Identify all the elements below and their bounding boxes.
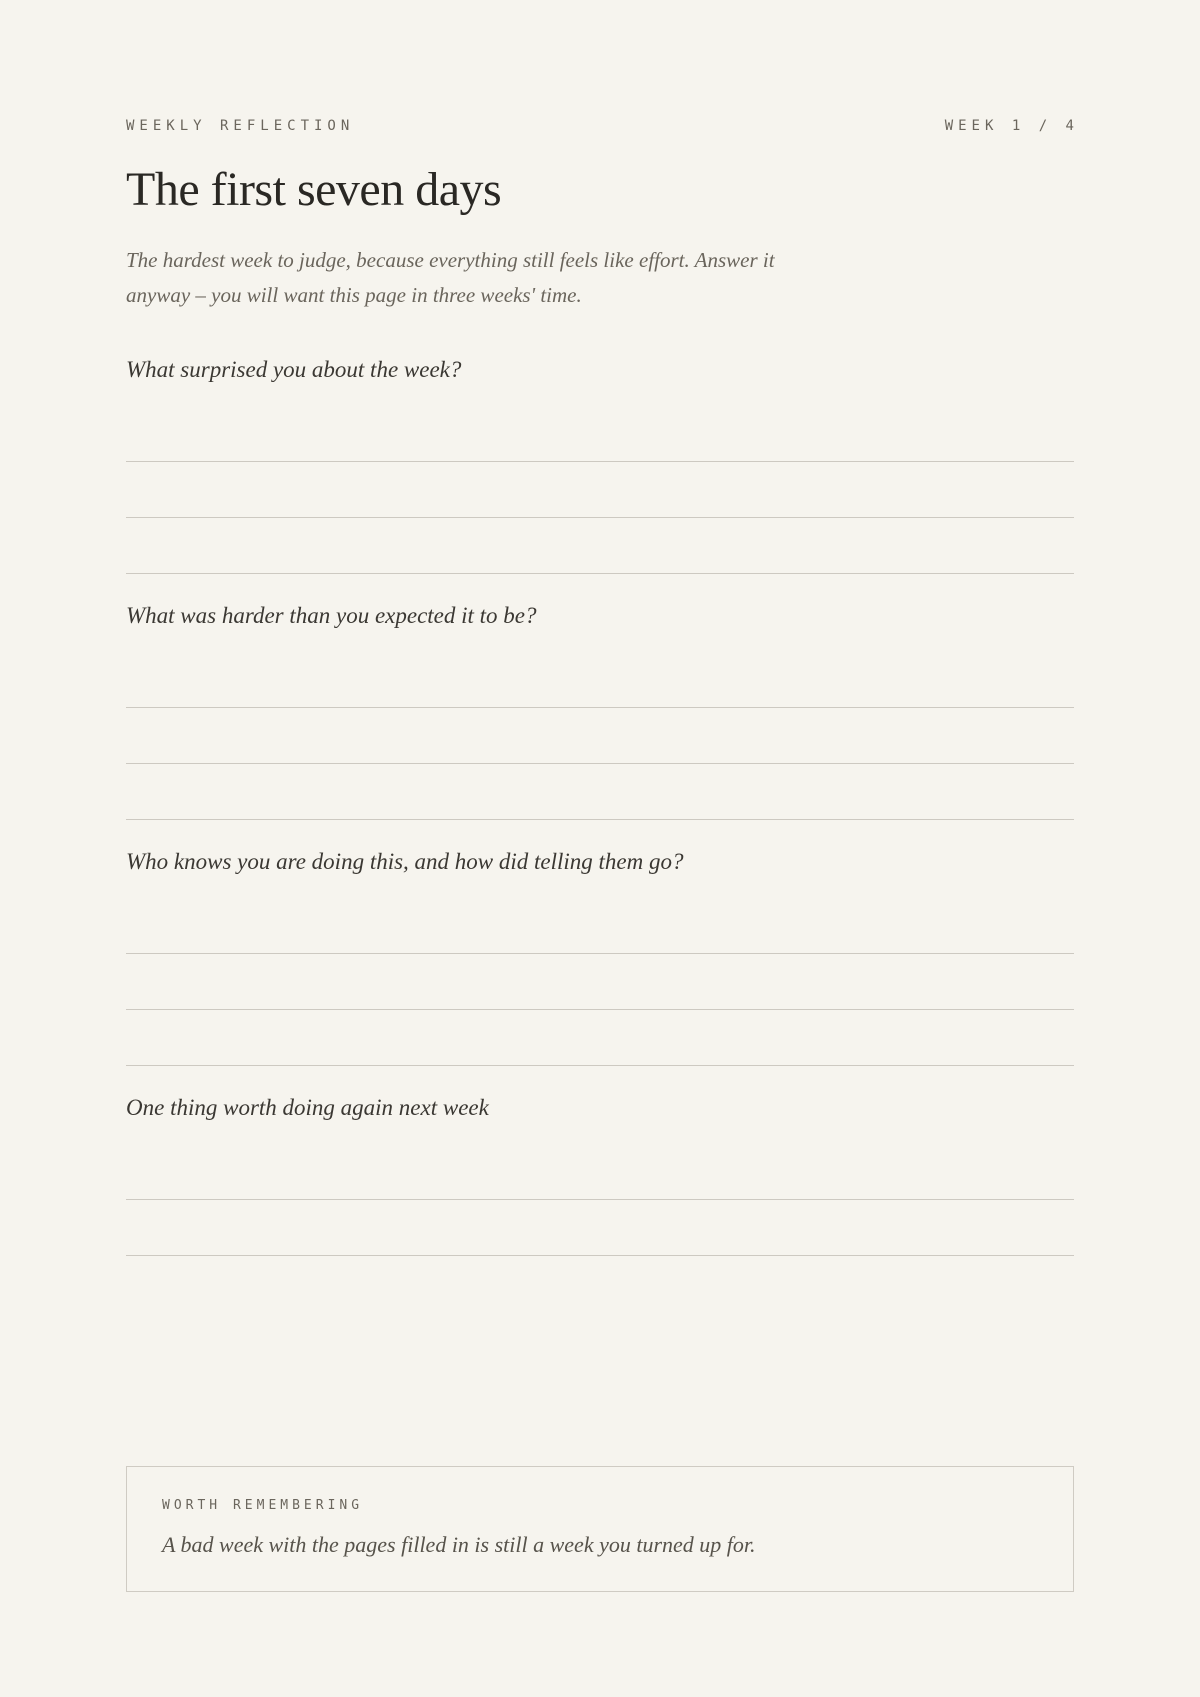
- question-3: [126, 847, 1074, 877]
- worksheet-page: [126, 0, 1079, 1697]
- question-4: [126, 1093, 1074, 1123]
- writing-line[interactable]: [126, 819, 1074, 820]
- question-1: [126, 355, 1074, 385]
- writing-line[interactable]: [126, 953, 1074, 954]
- reminder-text: A bad week with the pages filled in is still a week you turned up for.: [162, 1532, 756, 1557]
- question-label: What was harder than you expected it to be?: [126, 603, 537, 628]
- writing-line[interactable]: [126, 1065, 1074, 1066]
- week-indicator: WEEK 1 / 4: [944, 118, 1079, 134]
- writing-line[interactable]: [126, 517, 1074, 518]
- page-title: The first seven days: [126, 163, 502, 216]
- writing-line[interactable]: [126, 461, 1074, 462]
- writing-line[interactable]: [126, 707, 1074, 708]
- writing-line[interactable]: [126, 1009, 1074, 1010]
- question-label: Who knows you are doing this, and how did telling them go?: [126, 849, 684, 874]
- writing-line[interactable]: [126, 763, 1074, 764]
- intro-text: The hardest week to judge, because everything still feels like effort. Answer it anyway – you will want this page in three weeks' time.: [126, 248, 775, 307]
- writing-line[interactable]: [126, 573, 1074, 574]
- question-label: One thing worth doing again next week: [126, 1095, 489, 1120]
- writing-line[interactable]: [126, 1199, 1074, 1200]
- reminder-box: [126, 1466, 1074, 1592]
- question-2: [126, 601, 1074, 631]
- reminder-label: WORTH REMEMBERING: [162, 1498, 364, 1513]
- writing-line[interactable]: [126, 1255, 1074, 1256]
- question-label: What surprised you about the week?: [126, 357, 462, 382]
- section-eyebrow: WEEKLY REFLECTION: [126, 118, 355, 134]
- page-header: [126, 116, 1079, 136]
